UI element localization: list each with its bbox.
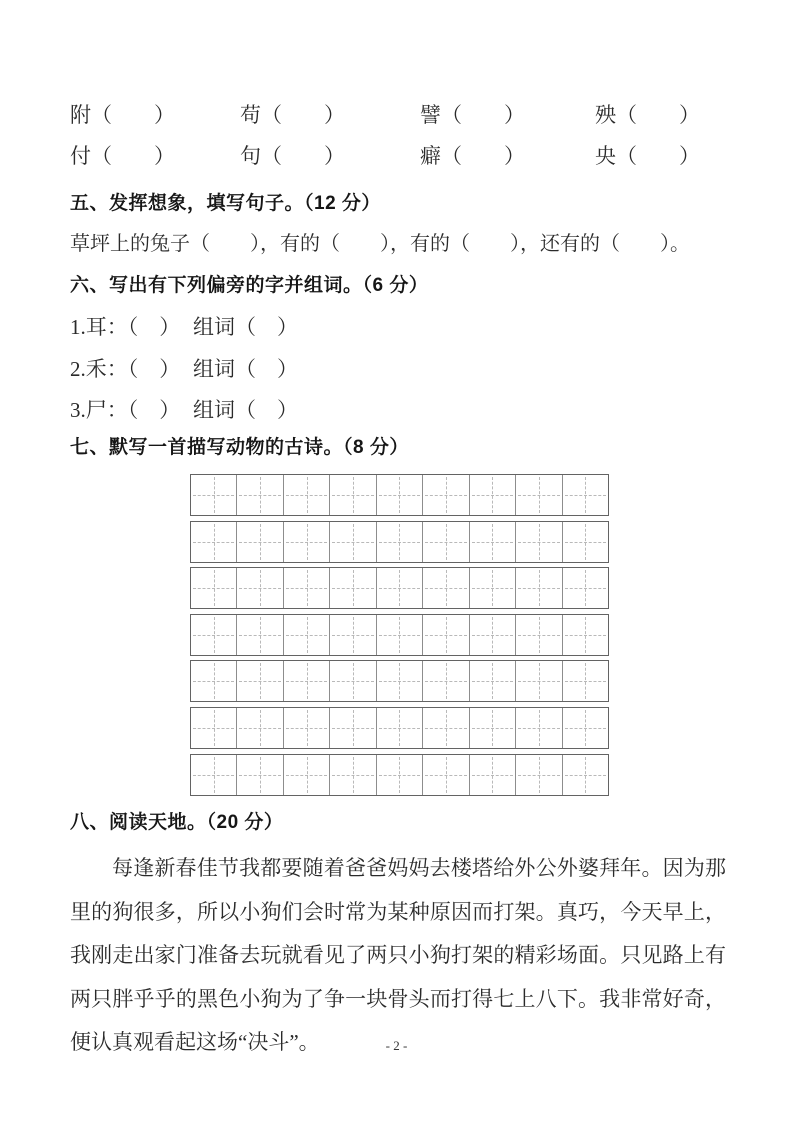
writing-grid-cell [191, 661, 237, 701]
writing-grid-cell [284, 475, 330, 515]
writing-grid-cell [191, 568, 237, 608]
writing-grid-cell [191, 615, 237, 655]
section-6-heading: 六、写出有下列偏旁的字并组词。（6 分） [70, 275, 429, 296]
writing-grid-cell [191, 522, 237, 562]
writing-grid-cell [470, 522, 516, 562]
section-7-heading: 七、默写一首描写动物的古诗。（8 分） [70, 437, 409, 458]
writing-grid-cell [563, 568, 608, 608]
page-number: - 2 - [385, 1038, 408, 1053]
writing-grid-cell [516, 708, 562, 748]
writing-grid-cell [237, 661, 283, 701]
word-blank: 殃（ ） [595, 103, 700, 127]
word-pair-row-1 [70, 102, 726, 128]
writing-grid-cell [423, 755, 469, 795]
zuci-blank: 组词（ ） [193, 357, 298, 381]
writing-grid [190, 474, 609, 800]
word-blank: 附（ ） [70, 103, 175, 127]
writing-grid-cell [423, 661, 469, 701]
writing-grid-cell [516, 615, 562, 655]
writing-grid-cell [563, 475, 608, 515]
radical-item-3 [70, 397, 726, 423]
writing-grid-cell [563, 522, 608, 562]
writing-grid-cell [330, 661, 376, 701]
word-blank: 癖（ ） [420, 144, 525, 168]
writing-grid-cell [237, 708, 283, 748]
word-blank: 苟（ ） [240, 103, 345, 127]
writing-grid-cell [563, 755, 608, 795]
writing-grid-row [190, 660, 609, 702]
writing-grid-cell [423, 568, 469, 608]
writing-grid-cell [284, 568, 330, 608]
writing-grid-row [190, 707, 609, 749]
writing-grid-row [190, 474, 609, 516]
writing-grid-cell [237, 615, 283, 655]
writing-grid-cell [377, 568, 423, 608]
writing-grid-cell [470, 475, 516, 515]
word-blank: 譬（ ） [420, 103, 525, 127]
writing-grid-cell [284, 522, 330, 562]
writing-grid-cell [423, 522, 469, 562]
writing-grid-row [190, 614, 609, 656]
writing-grid-cell [470, 568, 516, 608]
writing-grid-cell [563, 615, 608, 655]
writing-grid-row [190, 567, 609, 609]
section-5-heading: 五、发挥想象，填写句子。（12 分） [70, 193, 381, 214]
writing-grid-cell [330, 568, 376, 608]
writing-grid-cell [470, 615, 516, 655]
writing-grid-cell [377, 522, 423, 562]
writing-grid-cell [284, 755, 330, 795]
writing-grid-cell [284, 661, 330, 701]
radical-blank: 3.尸：（ ） [70, 398, 181, 422]
writing-grid-row [190, 754, 609, 796]
writing-grid-cell [423, 475, 469, 515]
writing-grid-cell [377, 475, 423, 515]
writing-grid-cell [191, 475, 237, 515]
writing-grid-cell [191, 755, 237, 795]
zuci-blank: 组词（ ） [193, 315, 298, 339]
reading-paragraph: 每逢新春佳节我都要随着爸爸妈妈去楼塔给外公外婆拜年。因为那里的狗很多，所以小狗们会时常为某种原因而打架。真巧，今天早上，我刚走出家门准备去玩就看见了两只小狗打架的精彩场面。只见路上有两只胖乎乎的黑色小狗为了争一块骨头而打得七上八下。我非常好奇，便认真观看起这场“决斗”。 [70, 856, 726, 1054]
writing-grid-row [190, 521, 609, 563]
radical-blank: 2.禾：（ ） [70, 357, 181, 381]
radical-blank: 1.耳：（ ） [70, 315, 181, 339]
writing-grid-cell [377, 615, 423, 655]
radical-item-2 [70, 356, 726, 382]
writing-grid-cell [237, 522, 283, 562]
word-blank: 央（ ） [595, 144, 700, 168]
writing-grid-cell [516, 755, 562, 795]
writing-grid-cell [423, 615, 469, 655]
writing-grid-cell [237, 755, 283, 795]
writing-grid-cell [470, 661, 516, 701]
writing-grid-cell [563, 708, 608, 748]
writing-grid-cell [470, 708, 516, 748]
section-5-fill-line: 草坪上的兔子（ ），有的（ ），有的（ ），还有的（ ）。 [70, 233, 690, 255]
writing-grid-cell [516, 661, 562, 701]
radical-item-1 [70, 314, 726, 340]
writing-grid-cell [377, 755, 423, 795]
section-8-heading: 八、阅读天地。（20 分） [70, 812, 284, 833]
writing-grid-cell [516, 568, 562, 608]
zuci-blank: 组词（ ） [193, 398, 298, 422]
word-blank: 付（ ） [70, 144, 175, 168]
writing-grid-cell [470, 755, 516, 795]
writing-grid-cell [330, 755, 376, 795]
writing-grid-cell [284, 615, 330, 655]
writing-grid-cell [377, 661, 423, 701]
writing-grid-cell [330, 475, 376, 515]
writing-grid-cell [237, 475, 283, 515]
writing-grid-cell [377, 708, 423, 748]
writing-grid-cell [237, 568, 283, 608]
writing-grid-cell [330, 615, 376, 655]
writing-grid-cell [284, 708, 330, 748]
writing-grid-cell [563, 661, 608, 701]
word-blank: 句（ ） [240, 144, 345, 168]
writing-grid-cell [516, 522, 562, 562]
writing-grid-cell [516, 475, 562, 515]
writing-grid-cell [330, 522, 376, 562]
word-pair-row-2 [70, 143, 726, 169]
writing-grid-cell [330, 708, 376, 748]
writing-grid-cell [423, 708, 469, 748]
writing-grid-cell [191, 708, 237, 748]
